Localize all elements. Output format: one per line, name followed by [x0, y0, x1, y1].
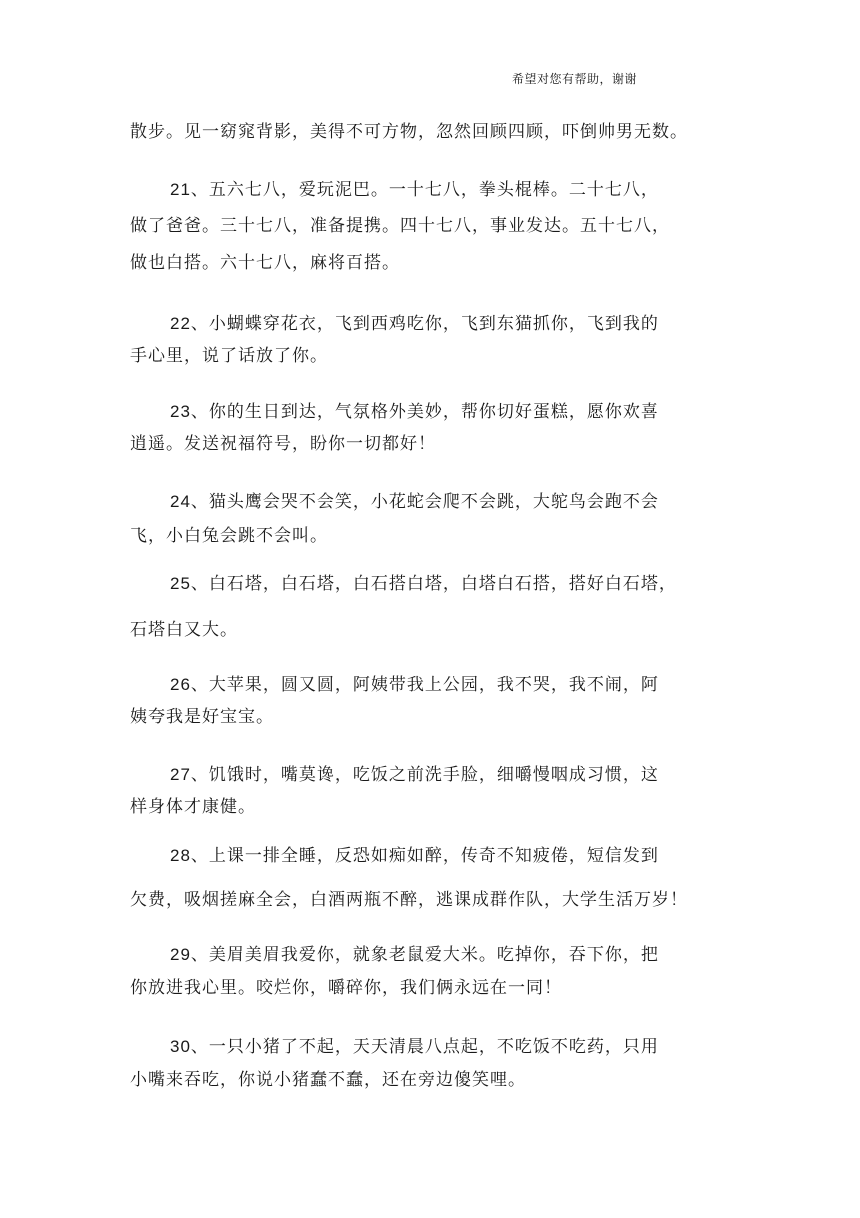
item-number: 24 — [170, 492, 191, 511]
item-text: 、饥饿时，嘴莫谗，吃饭之前洗手脸，细嚼慢咽成习惯，这 — [190, 765, 659, 785]
item-26-line-2: 姨夸我是好宝宝。 — [130, 707, 274, 727]
item-text: 、一只小猪了不起，天天清晨八点起，不吃饭不吃药，只用 — [190, 1037, 659, 1057]
item-number: 26 — [170, 675, 191, 694]
item-21-line-2: 做了爸爸。三十七八，准备提携。四十七八，事业发达。五十七八， — [130, 216, 670, 236]
item-number: 27 — [170, 765, 191, 784]
header-note: 希望对您有帮助，谢谢 — [512, 72, 638, 86]
item-number: 30 — [170, 1037, 191, 1056]
item-27-line-1 — [170, 763, 659, 787]
item-number: 28 — [170, 846, 191, 865]
item-text: 、小蝴蝶穿花衣，飞到西鸡吃你，飞到东猫抓你，飞到我的 — [190, 314, 659, 334]
item-21-line-3: 做也白搭。六十七八，麻将百搭。 — [130, 253, 400, 273]
item-text: 、上课一排全睡，反恐如痴如醉，传奇不知疲倦，短信发到 — [190, 846, 659, 866]
item-number: 29 — [170, 945, 191, 964]
item-25-line-2: 石塔白又大。 — [130, 620, 238, 640]
item-text: 、美眉美眉我爱你，就象老鼠爱大米。吃掉你，吞下你，把 — [190, 945, 659, 965]
item-29-line-1 — [170, 943, 659, 967]
item-25-line-1 — [170, 572, 677, 596]
item-21-line-1 — [170, 178, 659, 202]
item-23-line-1 — [170, 400, 659, 424]
item-30-line-2: 小嘴来吞吃，你说小猪蠢不蠢，还在旁边傻笑哩。 — [130, 1070, 526, 1090]
item-24-line-1 — [170, 490, 659, 514]
item-26-line-1 — [170, 673, 659, 697]
item-22-line-1 — [170, 312, 659, 336]
item-number: 22 — [170, 314, 191, 333]
intro-line: 散步。见一窈窕背影，美得不可方物，忽然回顾四顾，吓倒帅男无数。 — [130, 122, 688, 142]
item-29-line-2: 你放进我心里。咬烂你，嚼碎你，我们俩永远在一同！ — [130, 978, 562, 998]
item-text: 、五六七八，爱玩泥巴。一十七八，拳头棍棒。二十七八， — [190, 180, 659, 200]
item-text: 、猫头鹰会哭不会笑，小花蛇会爬不会跳，大鸵鸟会跑不会 — [190, 492, 659, 512]
item-22-line-2: 手心里，说了话放了你。 — [130, 346, 328, 366]
item-number: 21 — [170, 180, 191, 199]
item-number: 25 — [170, 574, 191, 593]
item-28-line-1 — [170, 844, 659, 868]
item-24-line-2: 飞，小白兔会跳不会叫。 — [130, 526, 328, 546]
item-text: 、你的生日到达，气氛格外美妙，帮你切好蛋糕，愿你欢喜 — [190, 402, 659, 422]
item-27-line-2: 样身体才康健。 — [130, 797, 256, 817]
item-23-line-2: 逍遥。发送祝福符号，盼你一切都好！ — [130, 434, 436, 454]
item-number: 23 — [170, 402, 191, 421]
item-text: 、大苹果，圆又圆，阿姨带我上公园，我不哭，我不闹，阿 — [190, 675, 659, 695]
item-text: 、白石塔，白石塔，白石搭白塔，白塔白石搭，搭好白石塔， — [190, 574, 677, 594]
item-28-line-2: 欠费，吸烟搓麻全会，白酒两瓶不醉，逃课成群作队，大学生活万岁！ — [130, 890, 688, 910]
item-30-line-1 — [170, 1035, 659, 1059]
